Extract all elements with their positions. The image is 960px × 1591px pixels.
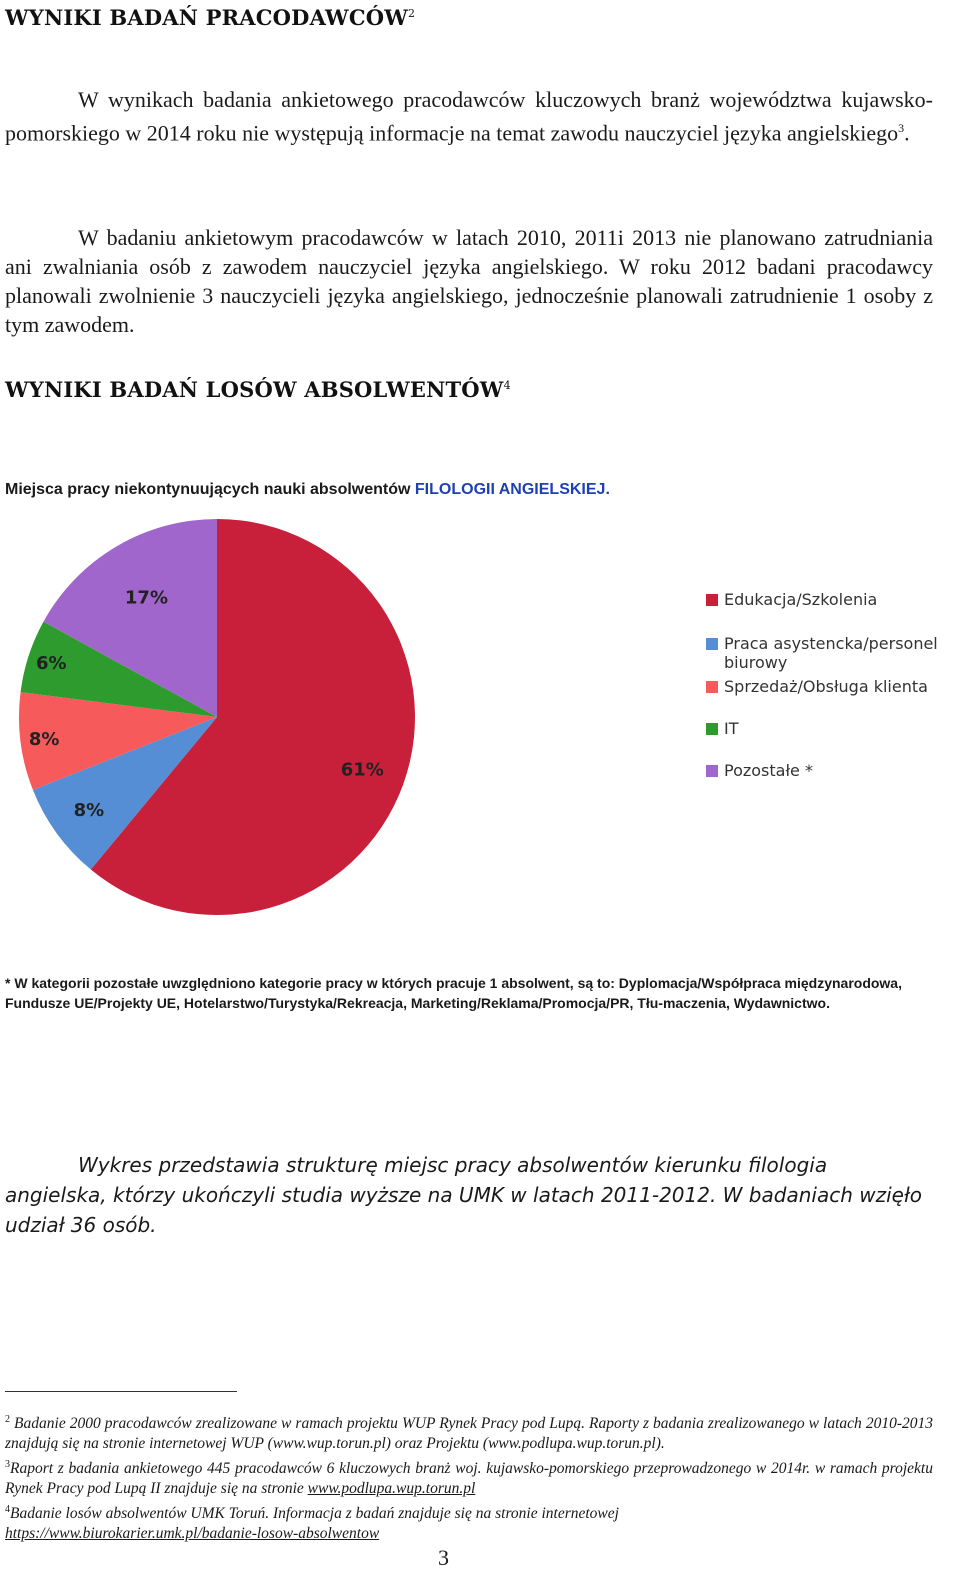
legend-label-1: Edukacja/Szkolenia <box>724 590 878 609</box>
footnote-4: $^4$Badanie losów absolwentów UMK Toruń. Informacja z badań znajduje się na stronie internetowej https://www.biurokarier.umk.pl/badanie-losow-absolwentow <box>5 1504 619 1543</box>
footnote-4-link[interactable]: https://www.biurokarier.umk.pl/badanie-losow-absolwentow <box>5 1525 380 1543</box>
legend-swatch-1 <box>706 594 718 606</box>
chart-description: Wykres przedstawia strukturę miejsc pracy absolwentów kierunku filologia angielska, którzy ukończyli studia wyższe na UMK w latach 2011-2012. W badaniach wzięło udział 36 osób. <box>5 1153 922 1237</box>
page-number: 3 <box>438 1545 449 1570</box>
legend-label-3: Sprzedaż/Obsługa klienta <box>724 677 928 696</box>
chart-footnote: * W kategorii pozostałe uwzględniono kategorie pracy w których pracuje 1 absolwent, są to: Dyplomacja/Współpraca międzynarodowa, Fundusze UE/Projekty UE, Hotelarstwo/Turystyka/Rekreacja, Marketing/Reklama/Promocja/PR, Tłu-maczenia, Wydawnictwo. <box>5 975 902 1011</box>
legend-swatch-2 <box>706 638 718 650</box>
paragraph-employers-2: W badaniu ankietowym pracodawców w latach 2010, 2011i 2013 nie planowano zatrudniania ani zwalniania osób z zawodem nauczyciel języka angielskiego. W roku 2012 badani pracodawcy planowali zwolnienie 3 nauczycieli języka angielskiego, jednocześnie planowali zatrudnienie 1 osoby z tym zawodem. <box>5 225 933 337</box>
legend-swatch-4 <box>706 723 718 735</box>
pie-label-1: 61% <box>340 759 384 781</box>
paragraph-employers-1: W wynikach badania ankietowego pracodawców kluczowych branż województwa kujawsko-pomorskiego w 2014 roku nie występują informacje na temat zawodu nauczyciel języka angielskiego$^3$. <box>5 87 933 146</box>
pie-label-5: 17% <box>124 587 168 609</box>
footnote-3-link[interactable]: www.podlupa.wup.torun.pl <box>307 1480 476 1498</box>
footnote-separator <box>5 1391 237 1392</box>
legend-item-5 <box>706 761 951 780</box>
pie-chart <box>0 505 960 925</box>
legend-swatch-5 <box>706 765 718 777</box>
legend-label-4: IT <box>724 719 739 738</box>
section-heading-graduates: WYNIKI BADAŃ LOSÓW ABSOLWENTÓW$^4$ <box>5 377 511 402</box>
legend-swatch-3 <box>706 681 718 693</box>
legend-item-4 <box>706 719 951 738</box>
pie-label-4: 6% <box>36 653 67 675</box>
footnote-3: $^3$Raport z badania ankietowego 445 pracodawców 6 kluczowych branż woj. kujawsko-pomorskiego przeprowadzonego w 2014r. w ramach projektu Rynek Pracy pod Lupą II znajduje się na stronie www.podlupa.wup.torun.pl <box>5 1459 933 1498</box>
legend-item-3 <box>706 677 951 696</box>
pie-label-2: 8% <box>73 800 105 822</box>
legend-item-1 <box>706 590 951 609</box>
pie-label-3: 8% <box>28 728 60 750</box>
section-heading-employers: WYNIKI BADAŃ PRACODAWCÓW$^2$ <box>5 5 416 30</box>
legend-label-2: Praca asystencka/personel biurowy <box>724 634 938 672</box>
footnote-2: $^2$ Badanie 2000 pracodawców zrealizowane w ramach projektu WUP Rynek Pracy pod Lupą. Raporty z badania zrealizowanego w latach 2010-2013 znajdują się na stronie internetowej WUP (www.wup.torun.pl) oraz Projektu (www.podlupa.wup.torun.pl). <box>5 1414 933 1453</box>
chart-title: Miejsca pracy niekontynuujących nauki absolwentów FILOLOGII ANGIELSKIEJ. <box>5 481 610 498</box>
legend-label-5: Pozostałe * <box>724 761 813 780</box>
legend-item-2 <box>706 634 951 672</box>
